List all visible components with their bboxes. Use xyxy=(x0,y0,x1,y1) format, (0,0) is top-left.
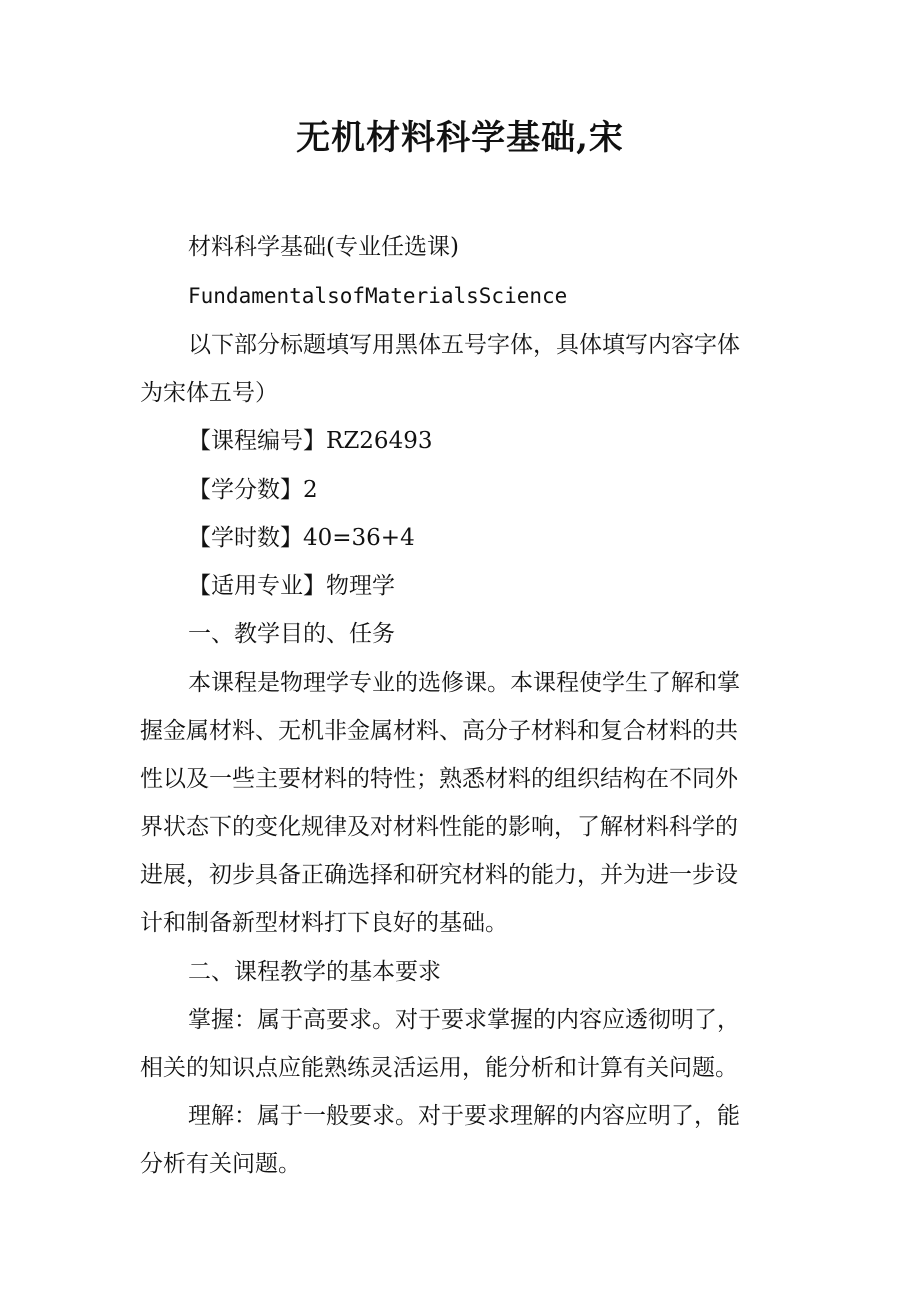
course-name-cn: 材料科学基础(专业任选课) xyxy=(188,234,459,260)
credits: 【学分数】2 xyxy=(188,477,318,503)
paragraph-1-line-4: 界状态下的变化规律及对材料性能的影响，了解材料科学的 xyxy=(140,814,738,840)
paragraph-1-line-5: 进展，初步具备正确选择和研究材料的能力，并为进一步设 xyxy=(140,862,738,888)
section-heading-2: 二、课程教学的基本要求 xyxy=(188,959,441,985)
applicable-major: 【适用专业】物理学 xyxy=(188,573,395,599)
course-code: 【课程编号】RZ26493 xyxy=(188,428,433,454)
section-heading-1: 一、教学目的、任务 xyxy=(188,621,395,647)
format-note-line-2: 为宋体五号） xyxy=(140,380,278,406)
paragraph-1-line-3: 性以及一些主要材料的特性；熟悉材料的组织结构在不同外 xyxy=(140,766,738,792)
paragraph-2-line-2: 相关的知识点应能熟练灵活运用，能分析和计算有关问题。 xyxy=(140,1055,738,1081)
paragraph-3-line-1: 理解：属于一般要求。对于要求理解的内容应明了，能 xyxy=(188,1103,740,1129)
paragraph-3-line-2: 分析有关问题。 xyxy=(140,1151,301,1177)
paragraph-1-line-1: 本课程是物理学专业的选修课。本课程使学生了解和掌 xyxy=(188,670,740,696)
paragraph-2-line-1: 掌握：属于高要求。对于要求掌握的内容应透彻明了， xyxy=(188,1007,740,1033)
document-title: 无机材料科学基础,宋 xyxy=(296,118,624,158)
paragraph-1-line-2: 握金属材料、无机非金属材料、高分子材料和复合材料的共 xyxy=(140,718,738,744)
paragraph-1-line-6: 计和制备新型材料打下良好的基础。 xyxy=(140,910,508,936)
course-name-en: FundamentalsofMaterialsScience xyxy=(188,284,568,308)
class-hours: 【学时数】40=36+4 xyxy=(188,525,415,551)
format-note-line-1: 以下部分标题填写用黑体五号字体，具体填写内容字体 xyxy=(188,332,740,358)
